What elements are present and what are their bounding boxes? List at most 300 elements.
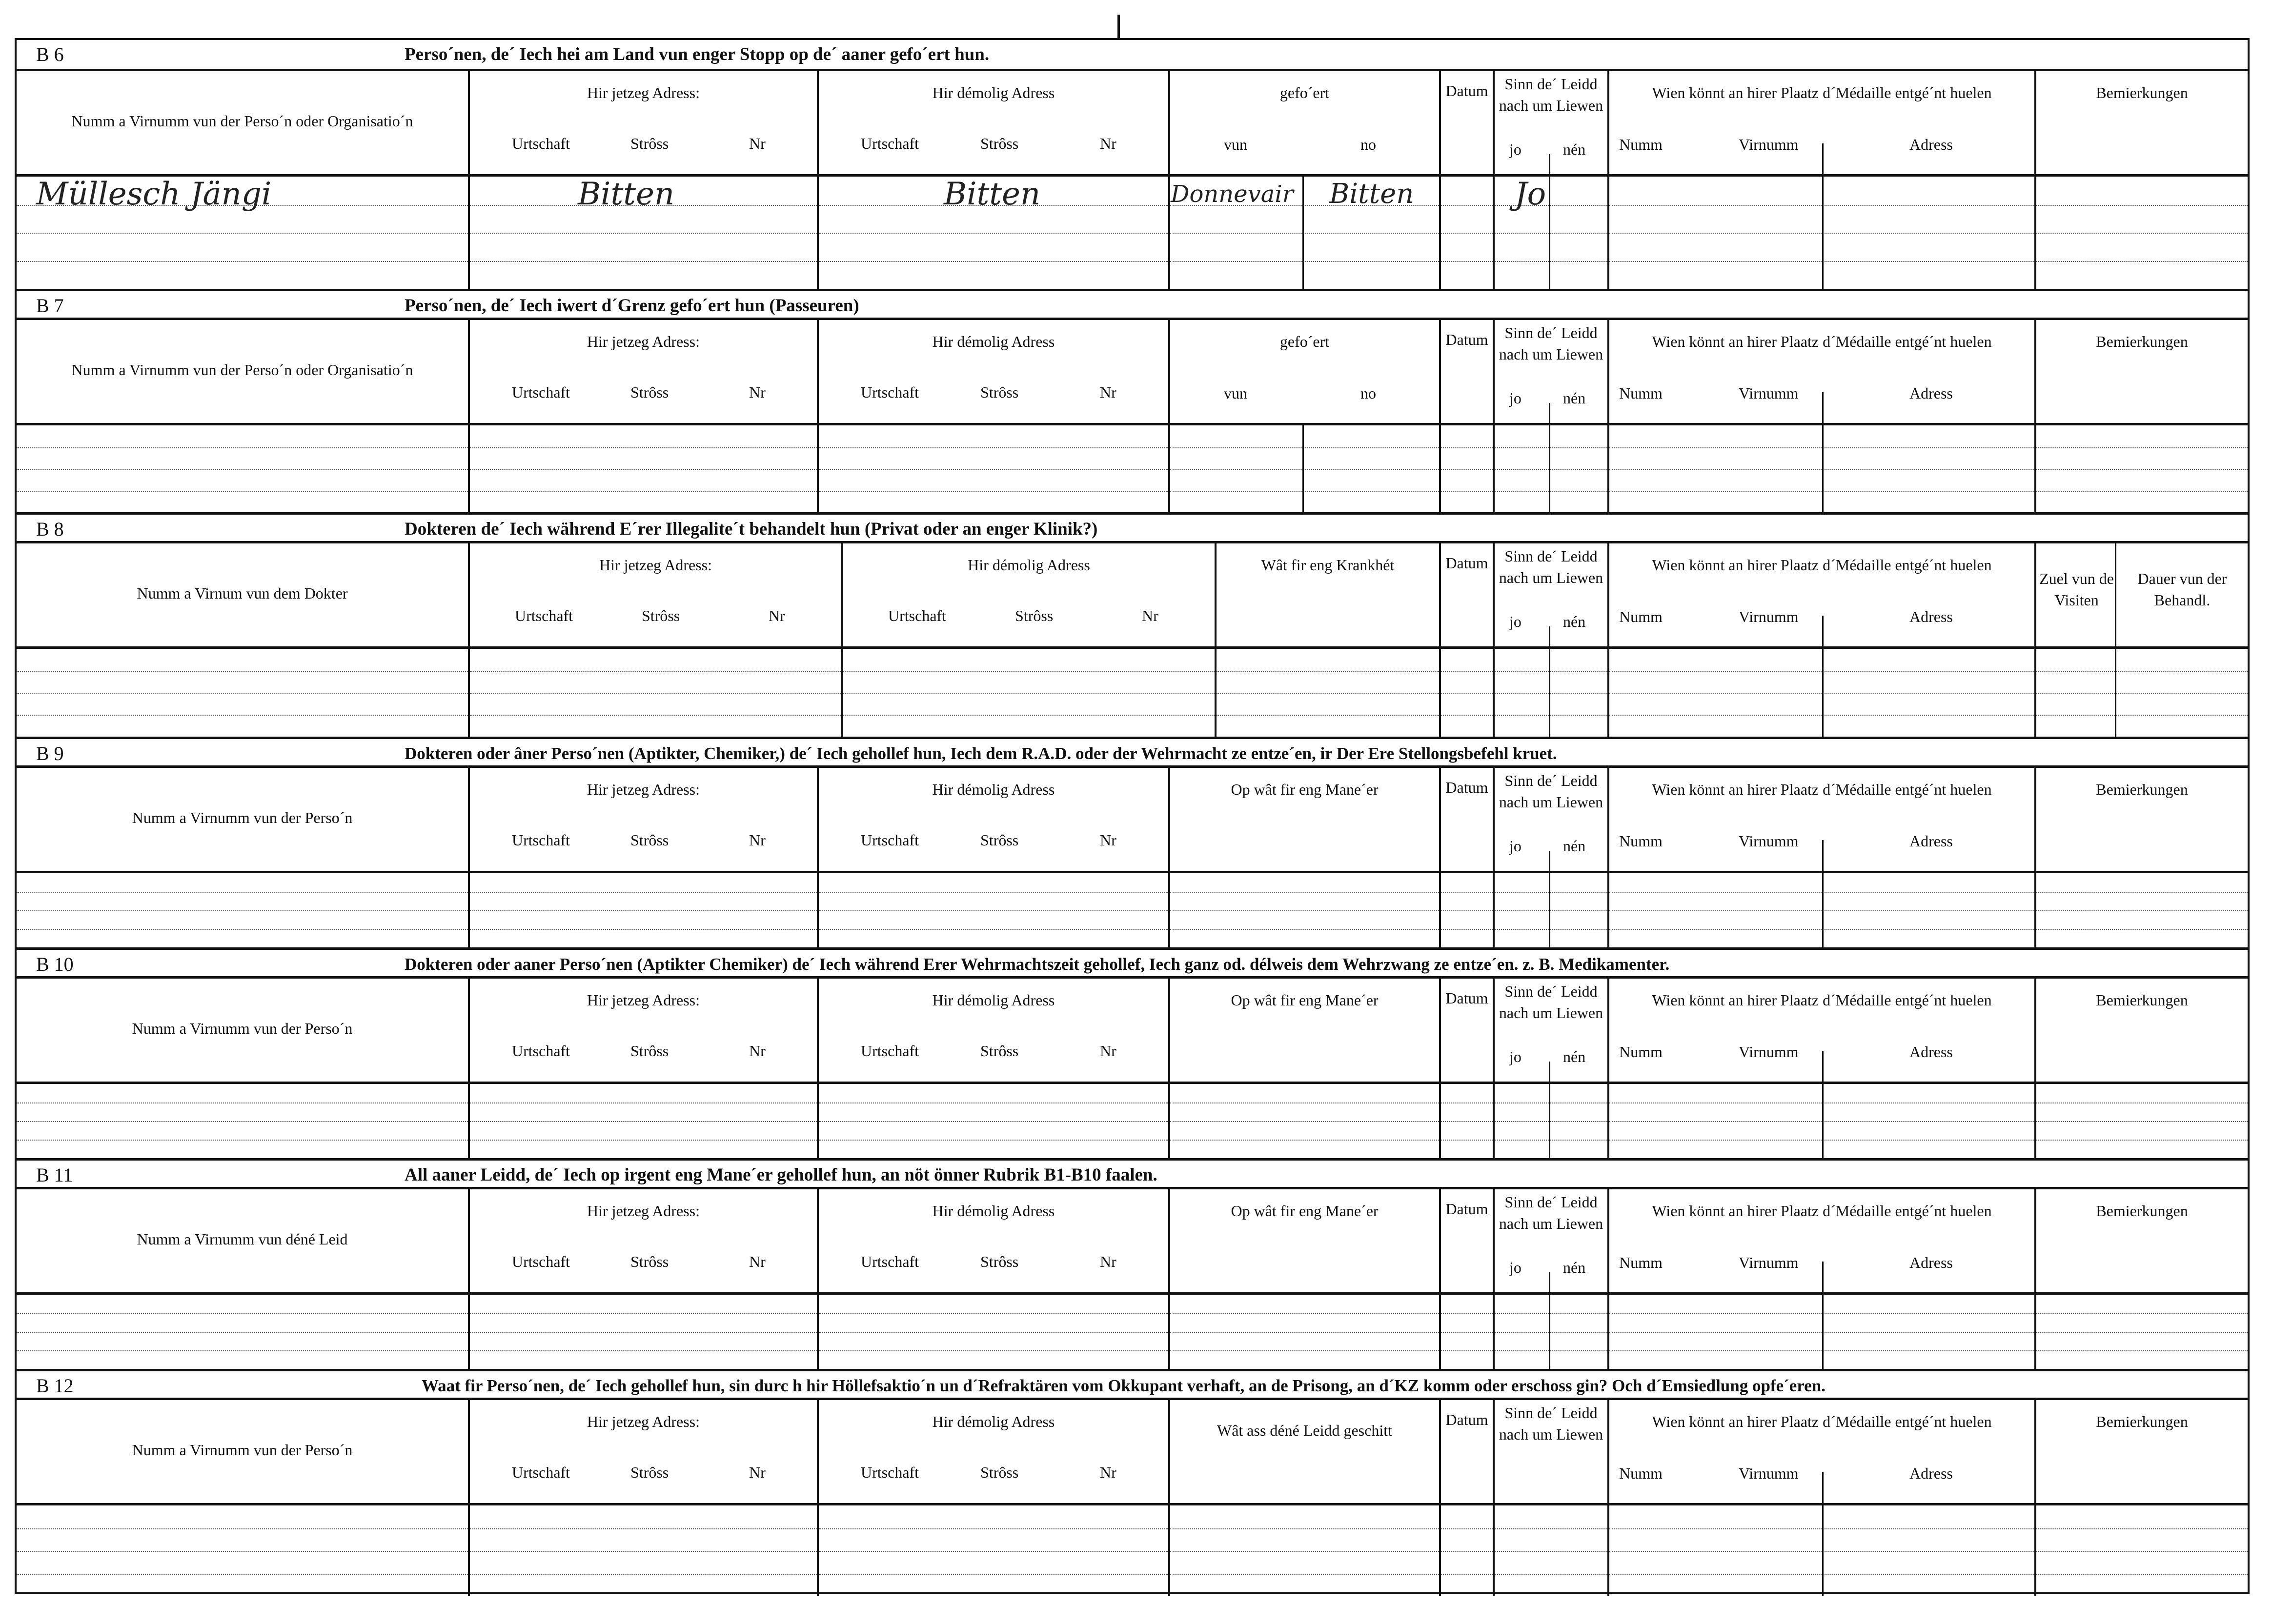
entry-rule xyxy=(2036,910,2248,911)
entry-rule xyxy=(819,1332,1168,1333)
entry-rule xyxy=(470,1574,817,1575)
current-address-label: Hir jetzeg Adress: xyxy=(587,1202,700,1220)
entry-rule xyxy=(17,1551,468,1552)
entry-col-8[interactable] xyxy=(2034,1505,2248,1596)
current-address-nr-label: Nr xyxy=(749,1464,766,1481)
current-address-street-label: Strôss xyxy=(630,383,669,401)
former-address-street-label: Strôss xyxy=(980,383,1019,401)
name-column-label: Numm a Virnumm vun der Perso´n xyxy=(132,809,353,826)
current-address-street-label: Strôss xyxy=(630,135,669,152)
section-title-bar xyxy=(17,512,2248,543)
header-col-5 xyxy=(1439,1189,1493,1292)
entry-rule xyxy=(819,491,1168,492)
remarks-label: Bemierkungen xyxy=(2096,1413,2188,1430)
header-col-3 xyxy=(817,1400,1168,1503)
section-title-bar xyxy=(17,289,2248,320)
alive-label: Sinn de´ Leidd nach um Liewen xyxy=(1499,1193,1603,1232)
section-title-bar xyxy=(17,1369,2248,1400)
header-col-2 xyxy=(468,71,817,174)
former-address-label: Hir démolig Adress xyxy=(932,1202,1055,1220)
alive-label: Sinn de´ Leidd nach um Liewen xyxy=(1499,324,1603,363)
yes-no-divider xyxy=(1549,1272,1550,1369)
entry-col-8[interactable] xyxy=(2034,1295,2248,1369)
entry-rule xyxy=(1441,1121,1493,1122)
entry-rule xyxy=(470,1332,817,1333)
entry-col-3[interactable] xyxy=(817,1505,1168,1596)
entry-rule xyxy=(2036,1313,2248,1314)
entry-rule xyxy=(2036,233,2248,234)
former-address-street-label: Strôss xyxy=(980,1042,1019,1060)
name-column-label: Numm a Virnum vun dem Dokter xyxy=(137,584,348,602)
entry-col-3[interactable] xyxy=(817,1084,1168,1158)
former-address-town-label: Urtschaft xyxy=(861,1042,919,1060)
section-title-bar xyxy=(17,1158,2248,1189)
name-column-label: Numm a Virnumm vun der Perso´n oder Organisatio´n xyxy=(71,361,413,379)
entry-rule xyxy=(17,447,468,448)
entry-col-7[interactable] xyxy=(1607,1505,2034,1596)
entry-rule xyxy=(1441,1551,1493,1552)
entry-col-7[interactable] xyxy=(1607,425,2034,512)
date-label: Datum xyxy=(1445,989,1488,1007)
yes-no-divider xyxy=(1549,154,1550,289)
header-col-3 xyxy=(817,1189,1168,1292)
header-band xyxy=(17,979,2248,1084)
medal-address-label: Adress xyxy=(1909,1254,1953,1271)
current-address-label: Hir jetzeg Adress: xyxy=(587,1413,700,1430)
former-address-street-label: Strôss xyxy=(980,1464,1019,1481)
header-col-8 xyxy=(2034,979,2248,1082)
header-band xyxy=(17,768,2248,873)
header-col-2 xyxy=(468,1189,817,1292)
entry-col-4[interactable] xyxy=(1168,1084,1439,1158)
medal-firstname-label: Virnumm xyxy=(1739,608,1799,625)
handwritten-current-town: Bitten xyxy=(578,176,675,212)
current-address-nr-label: Nr xyxy=(749,1042,766,1060)
medal-name-divider xyxy=(1822,616,1824,737)
yes-no-divider xyxy=(1549,626,1550,737)
entry-col-8[interactable] xyxy=(2034,177,2248,289)
entry-col-5[interactable] xyxy=(1439,649,1493,737)
current-address-town-label: Urtschaft xyxy=(512,1464,570,1481)
header-col-6 xyxy=(1493,1400,1607,1503)
entry-rule xyxy=(1495,1313,1607,1314)
remarks-label: Bemierkungen xyxy=(2096,991,2188,1009)
section-code: B 7 xyxy=(36,295,64,317)
entry-col-5[interactable] xyxy=(1439,1505,1493,1596)
entry-col-2[interactable] xyxy=(468,1505,817,1596)
entry-rule xyxy=(17,469,468,470)
entry-rule xyxy=(470,1350,817,1351)
medal-name-divider xyxy=(1822,392,1824,512)
entry-rule xyxy=(470,233,817,234)
former-address-street-label: Strôss xyxy=(1015,607,1054,624)
section-code: B 9 xyxy=(36,742,64,764)
entry-col-7[interactable] xyxy=(1607,649,2034,737)
entry-rule xyxy=(470,929,817,930)
entry-rule xyxy=(1170,469,1439,470)
entry-rule xyxy=(17,1121,468,1122)
date-label: Datum xyxy=(1445,82,1488,100)
entry-col-8[interactable] xyxy=(2034,873,2248,947)
entry-rule xyxy=(470,910,817,911)
entry-rule xyxy=(17,261,468,262)
current-address-nr-label: Nr xyxy=(769,607,785,624)
entry-rule xyxy=(819,469,1168,470)
medal-name-divider xyxy=(1822,1051,1824,1158)
entry-col-3[interactable] xyxy=(817,425,1168,512)
header-col-7 xyxy=(1607,979,2034,1082)
current-address-label: Hir jetzeg Adress: xyxy=(599,556,712,574)
medal-name-divider xyxy=(1822,1472,1824,1596)
current-address-nr-label: Nr xyxy=(749,831,766,849)
no-label: nén xyxy=(1563,837,1586,855)
entry-col-8[interactable] xyxy=(2034,649,2248,737)
current-address-town-label: Urtschaft xyxy=(515,607,573,624)
yes-label: jo xyxy=(1509,613,1521,630)
former-address-label: Hir démolig Adress xyxy=(968,556,1090,574)
medal-name-divider xyxy=(1822,840,1824,947)
entry-col-2[interactable] xyxy=(468,649,841,737)
driven-label: gefo´ert xyxy=(1279,84,1330,101)
entry-rule xyxy=(1441,1313,1493,1314)
header-col-3 xyxy=(841,543,1215,646)
entry-col-2[interactable] xyxy=(468,1084,817,1158)
header-col-2 xyxy=(468,320,817,423)
entry-rule xyxy=(17,715,468,716)
header-band xyxy=(17,543,2248,649)
entry-rule xyxy=(1441,469,1493,470)
header-col-7 xyxy=(1607,71,2034,174)
col4-label: Op wât fir eng Mane´er xyxy=(1231,781,1379,798)
entry-rule xyxy=(470,447,817,448)
section-title: Dokteren oder aaner Perso´nen (Aptikter Chemiker) de´ Iech während Erer Wehrmachtszeit gehollef, Iech ganz od. délweis dem Wehrzwang ze entze´en. z. B. Medikamenter. xyxy=(405,955,1670,974)
duration-label: Dauer vun der Behandl. xyxy=(2137,570,2227,609)
entry-rule xyxy=(1170,261,1439,262)
entry-rule xyxy=(17,929,468,930)
header-col-7 xyxy=(1607,1400,2034,1503)
medal-address-label: Adress xyxy=(1909,1464,1953,1482)
entry-rule xyxy=(1495,929,1607,930)
medal-firstname-label: Virnumm xyxy=(1739,1254,1799,1271)
former-address-town-label: Urtschaft xyxy=(861,1253,919,1270)
entry-col-6[interactable] xyxy=(1493,1505,1607,1596)
entry-rule xyxy=(819,261,1168,262)
entry-col-4[interactable] xyxy=(1168,1505,1439,1596)
yes-label: jo xyxy=(1509,1048,1521,1065)
medal-address-label: Adress xyxy=(1909,608,1953,625)
current-address-town-label: Urtschaft xyxy=(512,383,570,401)
entry-rule xyxy=(1217,693,1439,694)
remarks-label: Bemierkungen xyxy=(2096,1202,2188,1220)
entry-rule xyxy=(17,892,468,893)
handwritten-alive: Jo xyxy=(1515,176,1546,212)
entry-rule xyxy=(17,910,468,911)
entry-rule xyxy=(470,715,841,716)
entry-rule xyxy=(1495,910,1607,911)
medal-label: Wien könnt an hirer Plaatz d´Médaille entgé´nt huelen xyxy=(1652,84,1992,101)
current-address-label: Hir jetzeg Adress: xyxy=(587,781,700,798)
header-col-1 xyxy=(17,320,468,423)
entry-rule xyxy=(1170,447,1439,448)
header-col-4 xyxy=(1168,979,1439,1082)
header-col-4 xyxy=(1215,543,1439,646)
entry-col-1[interactable] xyxy=(17,873,468,947)
entry-col-3[interactable] xyxy=(817,873,1168,947)
entry-col-5[interactable] xyxy=(1439,177,1493,289)
name-column-label: Numm a Virnumm vun der Perso´n oder Organisatio´n xyxy=(71,112,413,130)
header-col-7 xyxy=(1607,1189,2034,1292)
entry-rule xyxy=(17,671,468,672)
entry-col-7[interactable] xyxy=(1607,1084,2034,1158)
header-col-8 xyxy=(2034,71,2248,174)
current-address-street-label: Strôss xyxy=(630,831,669,849)
section-title: Dokteren oder âner Perso´nen (Aptikter, Chemiker,) de´ Iech gehollef hun, Iech dem R.A.D. oder der Wehrmacht ze entze´en, ir Der Ere Stellongsbefehl kruet. xyxy=(405,744,1557,763)
medal-name-label: Numm xyxy=(1619,1464,1663,1482)
entry-rule xyxy=(470,892,817,893)
medal-name-label: Numm xyxy=(1619,136,1663,153)
entry-rule xyxy=(1441,1332,1493,1333)
entry-col-7[interactable] xyxy=(1607,873,2034,947)
entry-rule xyxy=(1495,1528,1607,1529)
current-address-town-label: Urtschaft xyxy=(512,1042,570,1060)
entry-rule xyxy=(843,693,1215,694)
medal-label: Wien könnt an hirer Plaatz d´Médaille entgé´nt huelen xyxy=(1652,1413,1992,1430)
section-code: B 12 xyxy=(36,1375,74,1397)
entry-col-1[interactable] xyxy=(17,1295,468,1369)
entry-rule xyxy=(1495,261,1607,262)
entry-rule xyxy=(470,261,817,262)
remarks-label: Bemierkungen xyxy=(2096,84,2188,101)
entry-col-2[interactable] xyxy=(468,1295,817,1369)
header-col-8 xyxy=(2034,320,2248,423)
entry-rule xyxy=(819,1528,1168,1529)
entry-rule xyxy=(819,1574,1168,1575)
entry-rule xyxy=(1441,693,1493,694)
from-label: vun xyxy=(1224,136,1247,153)
entry-col-3[interactable] xyxy=(841,649,1215,737)
entry-rule xyxy=(470,693,841,694)
date-label: Datum xyxy=(1445,1200,1488,1218)
alive-label: Sinn de´ Leidd nach um Liewen xyxy=(1499,772,1603,811)
from-label: vun xyxy=(1224,384,1247,402)
entry-col-1[interactable] xyxy=(17,1505,468,1596)
entry-rule xyxy=(1170,1313,1439,1314)
entry-col-2[interactable] xyxy=(468,425,817,512)
former-address-nr-label: Nr xyxy=(1100,383,1116,401)
entry-col-8[interactable] xyxy=(2034,425,2248,512)
former-address-label: Hir démolig Adress xyxy=(932,991,1055,1009)
entry-rule xyxy=(1495,715,1607,716)
entry-rule xyxy=(1495,491,1607,492)
former-address-town-label: Urtschaft xyxy=(861,135,919,152)
medal-firstname-label: Virnumm xyxy=(1739,832,1799,850)
entry-rule xyxy=(1170,1574,1439,1575)
col4-label: Wât ass déné Leidd geschitt xyxy=(1217,1422,1392,1439)
header-col-8 xyxy=(2034,543,2248,646)
header-col-5 xyxy=(1439,71,1493,174)
header-col-1 xyxy=(17,543,468,646)
col4-label: Op wât fir eng Mane´er xyxy=(1231,1202,1379,1220)
header-col-3 xyxy=(817,979,1168,1082)
yes-label: jo xyxy=(1509,389,1521,407)
entry-rule xyxy=(2036,892,2248,893)
entry-col-7[interactable] xyxy=(1607,177,2034,289)
entry-rule xyxy=(819,1140,1168,1141)
entry-rule xyxy=(1170,1528,1439,1529)
name-column-label: Numm a Virnumm vun der Perso´n xyxy=(132,1020,353,1037)
entry-col-1[interactable] xyxy=(17,1084,468,1158)
header-col-1 xyxy=(17,1189,468,1292)
entry-rule xyxy=(470,1528,817,1529)
entry-rule xyxy=(1495,447,1607,448)
medal-firstname-label: Virnumm xyxy=(1739,1464,1799,1482)
entry-rule xyxy=(1170,892,1439,893)
entry-col-7[interactable] xyxy=(1607,1295,2034,1369)
name-column-label: Numm a Virnumm vun der Perso´n xyxy=(132,1441,353,1459)
section-title: Perso´nen, de´ Iech hei am Land vun enger Stopp op de´ aaner gefo´ert hun. xyxy=(405,44,990,64)
former-address-label: Hir démolig Adress xyxy=(932,333,1055,350)
former-address-label: Hir démolig Adress xyxy=(932,781,1055,798)
entry-col-2[interactable] xyxy=(468,873,817,947)
entry-rule xyxy=(1441,261,1493,262)
former-address-town-label: Urtschaft xyxy=(861,831,919,849)
entry-col-5[interactable] xyxy=(1439,425,1493,512)
form-table xyxy=(15,38,2250,1594)
section-title: Perso´nen, de´ Iech iwert d´Grenz gefo´ert hun (Passeuren) xyxy=(405,296,859,316)
medal-label: Wien könnt an hirer Plaatz d´Médaille entgé´nt huelen xyxy=(1652,991,1992,1009)
yes-label: jo xyxy=(1509,140,1521,158)
visits-label: Zuel vun de Visiten xyxy=(2039,570,2114,609)
header-col-2 xyxy=(468,1400,817,1503)
entry-col-1[interactable] xyxy=(17,425,468,512)
entry-col-1[interactable] xyxy=(17,649,468,737)
section-b12 xyxy=(17,1369,2248,1596)
no-label: nén xyxy=(1563,140,1586,158)
entry-rule xyxy=(17,1140,468,1141)
entry-col-5[interactable] xyxy=(1439,873,1493,947)
entry-col-4[interactable] xyxy=(1168,1295,1439,1369)
entry-rule xyxy=(1495,1332,1607,1333)
visits-divider xyxy=(2115,543,2116,737)
former-address-nr-label: Nr xyxy=(1100,831,1116,849)
current-address-nr-label: Nr xyxy=(749,1253,766,1270)
entry-rule xyxy=(17,1313,468,1314)
medal-address-label: Adress xyxy=(1909,136,1953,153)
entry-band xyxy=(17,1295,2248,1369)
entry-rule xyxy=(819,447,1168,448)
date-label: Datum xyxy=(1445,554,1488,572)
former-address-town-label: Urtschaft xyxy=(888,607,947,624)
header-col-3 xyxy=(817,320,1168,423)
handwritten-former-town: Bitten xyxy=(944,176,1041,212)
medal-label: Wien könnt an hirer Plaatz d´Médaille entgé´nt huelen xyxy=(1652,781,1992,798)
current-address-nr-label: Nr xyxy=(749,135,766,152)
entry-col-3[interactable] xyxy=(817,1295,1168,1369)
medal-name-label: Numm xyxy=(1619,832,1663,850)
entry-rule xyxy=(2036,1551,2248,1552)
former-address-nr-label: Nr xyxy=(1100,1464,1116,1481)
header-col-5 xyxy=(1439,320,1493,423)
entry-rule xyxy=(1170,1121,1439,1122)
entry-band xyxy=(17,177,2248,289)
entry-col-5[interactable] xyxy=(1439,1084,1493,1158)
entry-rule xyxy=(819,233,1168,234)
entry-band xyxy=(17,649,2248,737)
yes-no-divider xyxy=(1549,1062,1550,1158)
no-label: nén xyxy=(1563,613,1586,630)
remarks-label: Bemierkungen xyxy=(2096,333,2188,350)
section-b7 xyxy=(17,289,2248,512)
header-band xyxy=(17,320,2248,425)
entry-col-4[interactable] xyxy=(1168,873,1439,947)
entry-rule xyxy=(1495,1140,1607,1141)
alive-label: Sinn de´ Leidd nach um Liewen xyxy=(1499,547,1603,586)
header-col-8 xyxy=(2034,1400,2248,1503)
header-col-5 xyxy=(1439,1400,1493,1503)
driven-label: gefo´ert xyxy=(1279,333,1330,350)
entry-rule xyxy=(819,910,1168,911)
entry-rule xyxy=(1441,1350,1493,1351)
section-title: All aaner Leidd, de´ Iech op irgent eng Mane´er gehollef hun, an nöt önner Rubrik B1-B10 faalen. xyxy=(405,1165,1157,1185)
section-title-bar xyxy=(17,947,2248,979)
entry-rule xyxy=(1441,491,1493,492)
entry-rule xyxy=(819,892,1168,893)
entry-col-4[interactable] xyxy=(1215,649,1439,737)
entry-band xyxy=(17,873,2248,947)
former-address-nr-label: Nr xyxy=(1100,1253,1116,1270)
entry-rule xyxy=(1495,469,1607,470)
header-col-7 xyxy=(1607,320,2034,423)
header-col-4 xyxy=(1168,768,1439,871)
entry-rule xyxy=(2036,469,2248,470)
entry-rule xyxy=(1495,1574,1607,1575)
header-col-8 xyxy=(2034,1189,2248,1292)
medal-label: Wien könnt an hirer Plaatz d´Médaille entgé´nt huelen xyxy=(1652,333,1992,350)
header-col-4 xyxy=(1168,1400,1439,1503)
entry-rule xyxy=(1441,205,1493,206)
medal-firstname-label: Virnumm xyxy=(1739,384,1799,402)
entry-rule xyxy=(1441,1140,1493,1141)
entry-rule xyxy=(1441,892,1493,893)
entry-rule xyxy=(1441,929,1493,930)
header-col-8 xyxy=(2034,768,2248,871)
section-code: B 6 xyxy=(36,43,64,65)
top-tick-mark xyxy=(1117,15,1120,38)
current-address-label: Hir jetzeg Adress: xyxy=(587,84,700,101)
current-address-label: Hir jetzeg Adress: xyxy=(587,991,700,1009)
header-col-4 xyxy=(1168,71,1439,174)
entry-col-5[interactable] xyxy=(1439,1295,1493,1369)
header-col-1 xyxy=(17,1400,468,1503)
section-b10 xyxy=(17,947,2248,1158)
section-b11 xyxy=(17,1158,2248,1369)
entry-col-8[interactable] xyxy=(2034,1084,2248,1158)
entry-rule xyxy=(1170,1551,1439,1552)
medal-name-label: Numm xyxy=(1619,608,1663,625)
entry-rule xyxy=(819,929,1168,930)
entry-rule xyxy=(1441,910,1493,911)
section-b8 xyxy=(17,512,2248,737)
entry-rule xyxy=(1441,715,1493,716)
header-col-1 xyxy=(17,979,468,1082)
handwritten-to: Bitten xyxy=(1329,178,1414,210)
header-col-7 xyxy=(1607,543,2034,646)
entry-rule xyxy=(843,671,1215,672)
entry-rule xyxy=(470,1313,817,1314)
entry-rule xyxy=(1495,1551,1607,1552)
alive-label: Sinn de´ Leidd nach um Liewen xyxy=(1499,982,1603,1022)
entry-rule xyxy=(1441,447,1493,448)
